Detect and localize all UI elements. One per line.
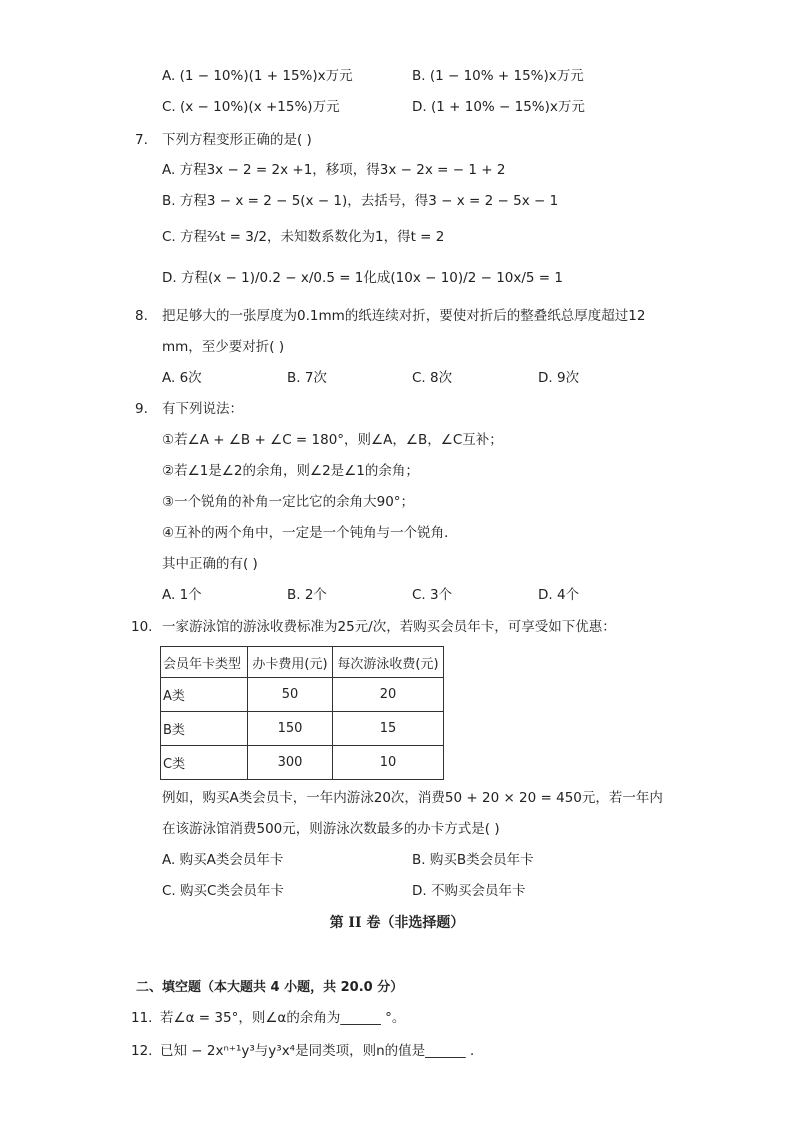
table-header-row <box>161 647 444 678</box>
q9-statement-2: ②若∠1是∠2的余角，则∠2是∠1的余角； <box>162 463 419 479</box>
q8-stem-line2: mm，至少要对折( ) <box>162 339 285 355</box>
q9-option-a: A. 1个 <box>162 587 202 603</box>
q8-stem-line1: 把足够大的一张厚度为0.1mm的纸连续对折，要使对折后的整叠纸总厚度超过12 <box>162 308 646 324</box>
q8-option-d: D. 9次 <box>538 370 580 386</box>
q8-option-b: B. 7次 <box>287 370 327 386</box>
q9-option-c: C. 3个 <box>412 587 453 603</box>
q7-option-b: B. 方程3 − x = 2 − 5(x − 1)，去括号，得3 − x = 2 − 5x − 1 <box>162 193 559 209</box>
q9-statement-1: ①若∠A + ∠B + ∠C = 180°，则∠A，∠B，∠C互补； <box>162 432 503 448</box>
q6-option-c: C. (x − 10%)(x +15%)万元 <box>162 99 340 115</box>
fee-table <box>160 646 444 780</box>
q10-option-b: B. 购买B类会员年卡 <box>412 852 534 868</box>
q10-example-line1: 例如，购买A类会员卡，一年内游泳20次，消费50 + 20 × 20 = 450元，若一年内 <box>162 790 663 806</box>
q12-text: 已知 − 2xⁿ⁺¹y³与y³x⁴是同类项，则n的值是______ ． <box>160 1043 484 1059</box>
q9-statement-3: ③一个锐角的补角一定比它的余角大90°； <box>162 494 415 510</box>
table-cell: B类 <box>161 712 248 746</box>
q9-number: 9. <box>135 401 148 417</box>
q8-number: 8. <box>135 308 148 324</box>
q10-option-d: D. 不购买会员年卡 <box>412 883 526 899</box>
q7-number: 7. <box>135 132 148 148</box>
q9-option-d: D. 4个 <box>538 587 580 603</box>
q7-option-c: C. 方程⅔t = 3/2，未知数系数化为1，得t = 2 <box>162 229 445 245</box>
q9-stem: 有下列说法： <box>162 401 243 417</box>
table-header-cell: 会员年卡类型 <box>161 647 248 678</box>
table-cell: A类 <box>161 678 248 712</box>
q6-option-d: D. (1 + 10% − 15%)x万元 <box>412 99 585 115</box>
table-cell: 300 <box>248 746 333 780</box>
q12-number: 12. <box>131 1043 153 1059</box>
table-cell: C类 <box>161 746 248 780</box>
q9-statement-4: ④互补的两个角中，一定是一个钝角与一个锐角． <box>162 525 458 541</box>
table-cell: 20 <box>333 678 444 712</box>
q7-option-a: A. 方程3x − 2 = 2x +1，移项，得3x − 2x = − 1 + 2 <box>162 162 506 178</box>
q10-option-c: C. 购买C类会员年卡 <box>162 883 284 899</box>
table-cell: 50 <box>248 678 333 712</box>
q9-option-b: B. 2个 <box>287 587 327 603</box>
table-row <box>161 678 444 712</box>
q8-option-a: A. 6次 <box>162 370 202 386</box>
table-header-cell: 办卡费用(元) <box>248 647 333 678</box>
q10-option-a: A. 购买A类会员年卡 <box>162 852 284 868</box>
q10-stem: 一家游泳馆的游泳收费标准为25元/次，若购买会员年卡，可享受如下优惠： <box>162 619 616 635</box>
q10-example-line2: 在该游泳馆消费500元，则游泳次数最多的办卡方式是( ) <box>162 821 500 837</box>
table-row <box>161 712 444 746</box>
q7-stem: 下列方程变形正确的是( ) <box>162 132 312 148</box>
section-title: 第 II 卷（非选择题） <box>329 915 465 931</box>
q10-number: 10. <box>131 619 153 635</box>
table-header-cell: 每次游泳收费(元) <box>333 647 444 678</box>
q6-option-b: B. (1 − 10% + 15%)x万元 <box>412 68 584 84</box>
q11-text: 若∠α = 35°，则∠α的余角为______ °。 <box>160 1010 406 1026</box>
table-cell: 150 <box>248 712 333 746</box>
q9-ask: 其中正确的有( ) <box>162 556 258 572</box>
table-cell: 15 <box>333 712 444 746</box>
table-cell: 10 <box>333 746 444 780</box>
q7-option-d: D. 方程(x − 1)/0.2 − x/0.5 = 1化成(10x − 10)/2 − 10x/5 = 1 <box>162 270 563 286</box>
part-heading: 二、填空题（本大题共 4 小题，共 20.0 分） <box>136 980 404 995</box>
q11-number: 11. <box>131 1010 153 1026</box>
q8-option-c: C. 8次 <box>412 370 453 386</box>
q6-option-a: A. (1 − 10%)(1 + 15%)x万元 <box>162 68 353 84</box>
table-row <box>161 746 444 780</box>
